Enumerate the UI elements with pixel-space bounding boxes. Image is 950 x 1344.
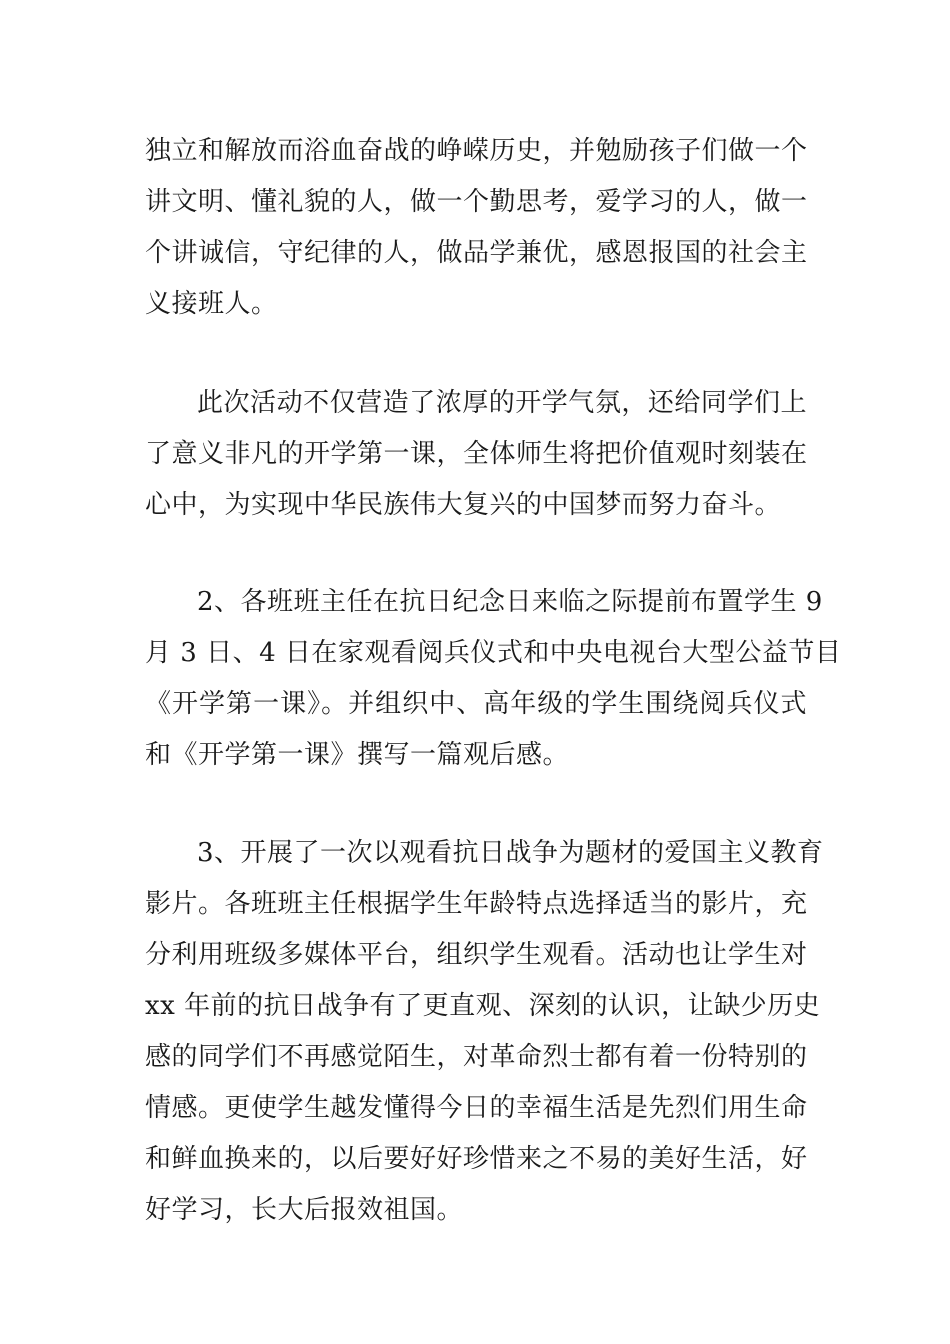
text-line: 影片。各班班主任根据学生年龄特点选择适当的影片，充 (145, 889, 808, 919)
text-line: 此次活动不仅营造了浓厚的开学气氛，还给同学们上 (197, 388, 807, 418)
text-line: 2、各班班主任在抗日纪念日来临之际提前布置学生 9 (197, 587, 823, 617)
paragraph-3 (145, 577, 842, 781)
text-line: 独立和解放而浴血奋战的峥嵘历史，并勉励孩子们做一个 (145, 136, 808, 166)
text-line: 《开学第一课》。并组织中、高年级的学生围绕阅兵仪式 (145, 689, 807, 719)
text-line: 个讲诚信，守纪律的人，做品学兼优，感恩报国的社会主 (145, 238, 808, 268)
text-line: 月 3 日、4 日在家观看阅兵仪式和中央电视台大型公益节目 (145, 638, 842, 668)
text-line: 讲文明、懂礼貌的人，做一个勤思考，爱学习的人，做一 (145, 187, 808, 217)
text-line: 感的同学们不再感觉陌生，对革命烈士都有着一份特别的 (145, 1042, 808, 1072)
text-line: 义接班人。 (145, 289, 278, 319)
paragraph-2 (145, 378, 807, 531)
text-line: 和鲜血换来的，以后要好好珍惜来之不易的美好生活，好 (145, 1144, 808, 1174)
text-line: 心中，为实现中华民族伟大复兴的中国梦而努力奋斗。 (145, 490, 782, 520)
text-line: 分利用班级多媒体平台，组织学生观看。活动也让学生对 (145, 940, 808, 970)
paragraph-1 (145, 126, 807, 330)
paragraph-4 (145, 828, 824, 1236)
text-line: 了意义非凡的开学第一课，全体师生将把价值观时刻装在 (145, 439, 808, 469)
text-line: 好学习，长大后报效祖国。 (145, 1195, 464, 1225)
text-line: 和《开学第一课》撰写一篇观后感。 (145, 740, 570, 770)
text-line: 情感。更使学生越发懂得今日的幸福生活是先烈们用生命 (145, 1093, 808, 1123)
text-line: xx 年前的抗日战争有了更直观、深刻的认识，让缺少历史 (145, 991, 821, 1021)
text-line: 3、开展了一次以观看抗日战争为题材的爱国主义教育 (197, 838, 824, 868)
